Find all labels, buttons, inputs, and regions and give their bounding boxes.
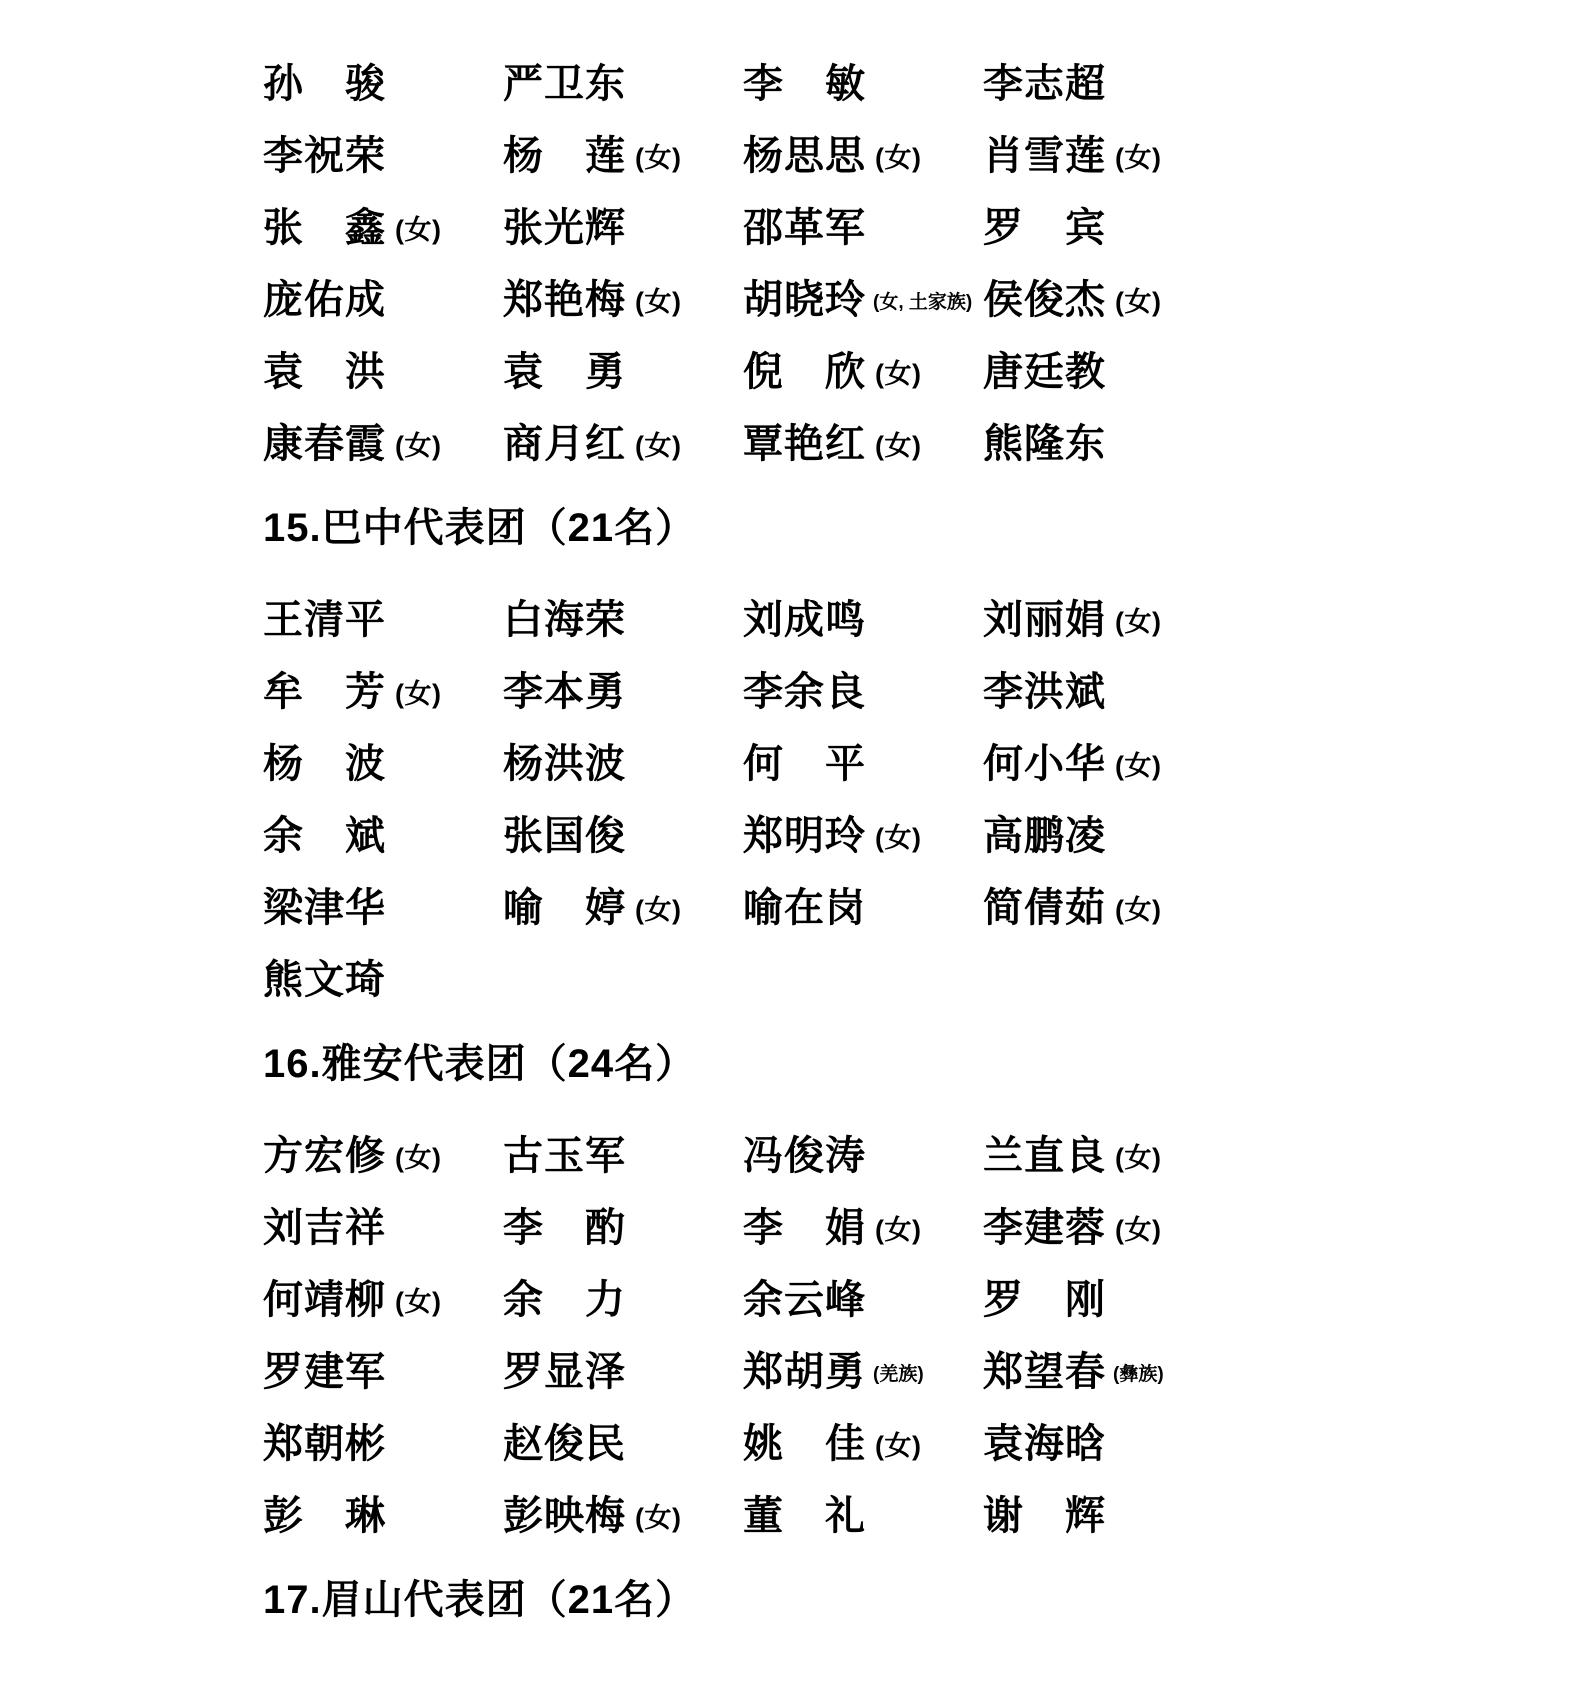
- delegate-name: 姚 佳: [743, 1421, 866, 1466]
- delegate-entry: [503, 196, 743, 253]
- delegate-entry: [983, 804, 1223, 861]
- delegate-name: 罗 宾: [983, 205, 1106, 250]
- delegate-name: 郑艳梅: [503, 277, 626, 322]
- delegate-name: 谢 辉: [983, 1493, 1106, 1538]
- delegate-entry: [983, 124, 1223, 181]
- delegate-name-grid: [263, 580, 1323, 1012]
- gender-note: (女): [1115, 894, 1162, 925]
- delegate-entry: [743, 732, 983, 789]
- delegate-name: 李祝荣: [263, 133, 386, 178]
- delegate-name: 张 鑫: [263, 205, 386, 250]
- delegate-entry: [743, 876, 983, 933]
- delegate-name: 邵革军: [743, 205, 866, 250]
- delegate-name: 庞佑成: [263, 277, 386, 322]
- delegate-entry: [983, 588, 1223, 645]
- delegate-name: 李志超: [983, 61, 1106, 106]
- delegate-entry: [983, 660, 1223, 717]
- delegate-name: 李建蓉: [983, 1205, 1106, 1250]
- delegate-entry: [743, 1340, 983, 1397]
- delegate-entry: [743, 1196, 983, 1253]
- name-row: [263, 1188, 1323, 1260]
- name-row: [263, 1476, 1323, 1548]
- delegate-entry: [263, 52, 503, 109]
- delegate-name: 杨 波: [263, 741, 386, 786]
- delegate-name: 倪 欣: [743, 349, 866, 394]
- name-row: [263, 1404, 1323, 1476]
- name-row: [263, 868, 1323, 940]
- gender-note: (女): [1115, 1142, 1162, 1173]
- delegate-entry: [503, 1124, 743, 1181]
- gender-note: (女): [1115, 286, 1162, 317]
- delegate-name: 冯俊涛: [743, 1133, 866, 1178]
- delegate-name: 胡晓玲: [743, 277, 866, 322]
- delegate-entry: [503, 1340, 743, 1397]
- delegate-entry: [503, 1268, 743, 1325]
- delegate-name: 喻 婷: [503, 885, 626, 930]
- delegate-name: 李 娟: [743, 1205, 866, 1250]
- gender-note: (女): [635, 1502, 682, 1533]
- delegate-entry: [983, 1268, 1223, 1325]
- delegate-name: 李本勇: [503, 669, 626, 714]
- delegate-name: 张国俊: [503, 813, 626, 858]
- gender-note: (女): [1115, 142, 1162, 173]
- delegate-entry: [503, 660, 743, 717]
- delegate-entry: [503, 1196, 743, 1253]
- delegate-entry: [743, 52, 983, 109]
- delegate-entry: [743, 1484, 983, 1541]
- delegate-name: 孙 骏: [263, 61, 386, 106]
- delegate-entry: [263, 124, 503, 181]
- name-row: [263, 796, 1323, 868]
- gender-note: (女): [1115, 606, 1162, 637]
- name-row: [263, 260, 1323, 332]
- delegate-name: 罗显泽: [503, 1349, 626, 1394]
- section-heading: 17.眉山代表团（21名）: [263, 1578, 697, 1622]
- delegate-entry: [503, 588, 743, 645]
- delegate-entry: [743, 340, 983, 397]
- name-row: [263, 940, 1323, 1012]
- delegate-name: 侯俊杰: [983, 277, 1106, 322]
- delegate-name: 何靖柳: [263, 1277, 386, 1322]
- delegate-entry: [263, 1124, 503, 1181]
- delegate-name: 郑望春: [983, 1349, 1106, 1394]
- delegate-name: 刘成鸣: [743, 597, 866, 642]
- name-row: [263, 188, 1323, 260]
- delegate-entry: [983, 1484, 1223, 1541]
- delegate-name: 杨洪波: [503, 741, 626, 786]
- gender-note: (女): [635, 430, 682, 461]
- delegate-name: 简倩茹: [983, 885, 1106, 930]
- delegate-name: 郑朝彬: [263, 1421, 386, 1466]
- delegate-name: 李 酌: [503, 1205, 626, 1250]
- gender-note: (女): [875, 430, 922, 461]
- delegate-name: 罗 刚: [983, 1277, 1106, 1322]
- delegate-name: 余 力: [503, 1277, 626, 1322]
- gender-note: (女): [875, 1214, 922, 1245]
- delegate-name: 康春霞: [263, 421, 386, 466]
- delegate-entry: [263, 1196, 503, 1253]
- delegate-entry: [503, 732, 743, 789]
- delegate-name-grid: [263, 44, 1323, 476]
- gender-note: (女): [1115, 750, 1162, 781]
- delegate-name: 赵俊民: [503, 1421, 626, 1466]
- delegate-name: 熊文琦: [263, 957, 386, 1002]
- gender-note: (女): [635, 142, 682, 173]
- delegate-name: 杨 莲: [503, 133, 626, 178]
- delegate-name: 古玉军: [503, 1133, 626, 1178]
- delegate-name: 李 敏: [743, 61, 866, 106]
- gender-note: (女): [395, 678, 442, 709]
- delegate-name: 郑胡勇: [743, 1349, 866, 1394]
- delegate-entry: [983, 876, 1223, 933]
- delegate-name: 杨思思: [743, 133, 866, 178]
- delegate-name: 王清平: [263, 597, 386, 642]
- delegate-entry: [263, 1340, 503, 1397]
- delegate-entry: [743, 268, 983, 325]
- ethnicity-note: (羌族): [873, 1363, 924, 1385]
- name-row: [263, 1332, 1323, 1404]
- delegate-name: 商月红: [503, 421, 626, 466]
- delegate-name: 严卫东: [503, 61, 626, 106]
- name-row: [263, 44, 1323, 116]
- delegate-name: 李洪斌: [983, 669, 1106, 714]
- delegate-entry: [263, 1412, 503, 1469]
- delegate-entry: [983, 268, 1223, 325]
- gender-note: (女): [635, 286, 682, 317]
- section-heading: 15.巴中代表团（21名）: [263, 506, 697, 550]
- name-row: [263, 332, 1323, 404]
- delegate-entry: [983, 1124, 1223, 1181]
- delegate-entry: [743, 1124, 983, 1181]
- delegate-name: 刘丽娟: [983, 597, 1106, 642]
- delegate-entry: [263, 732, 503, 789]
- delegate-entry: [983, 1412, 1223, 1469]
- name-row: [263, 1260, 1323, 1332]
- name-row: [263, 652, 1323, 724]
- delegate-name: 唐廷教: [983, 349, 1106, 394]
- delegate-entry: [503, 1412, 743, 1469]
- delegate-entry: [503, 876, 743, 933]
- name-row: [263, 1116, 1323, 1188]
- delegate-entry: [263, 876, 503, 933]
- delegate-name: 李余良: [743, 669, 866, 714]
- delegate-entry: [503, 124, 743, 181]
- delegate-name: 兰直良: [983, 1133, 1106, 1178]
- delegate-name: 方宏修: [263, 1133, 386, 1178]
- delegate-entry: [983, 340, 1223, 397]
- delegate-entry: [743, 1268, 983, 1325]
- delegate-name: 牟 芳: [263, 669, 386, 714]
- ethnicity-note: (彝族): [1113, 1363, 1164, 1385]
- gender-note: (女): [1115, 1214, 1162, 1245]
- delegate-entry: [983, 732, 1223, 789]
- delegate-entry: [743, 1412, 983, 1469]
- gender-note: (女): [875, 1430, 922, 1461]
- gender-note: (女): [395, 430, 442, 461]
- delegate-name: 何 平: [743, 741, 866, 786]
- delegate-name: 梁津华: [263, 885, 386, 930]
- delegate-entry: [263, 948, 503, 1005]
- gender-note: (女): [395, 1286, 442, 1317]
- delegate-entry: [503, 804, 743, 861]
- delegate-entry: [743, 124, 983, 181]
- delegate-entry: [983, 412, 1223, 469]
- delegate-name: 肖雪莲: [983, 133, 1106, 178]
- delegate-entry: [743, 412, 983, 469]
- delegate-entry: [263, 268, 503, 325]
- name-row: [263, 404, 1323, 476]
- delegate-name: 余云峰: [743, 1277, 866, 1322]
- delegate-name: 刘吉祥: [263, 1205, 386, 1250]
- name-row: [263, 580, 1323, 652]
- gender-note: (女): [875, 142, 922, 173]
- delegate-name: 罗建军: [263, 1349, 386, 1394]
- gender-note: (女): [875, 822, 922, 853]
- delegate-entry: [263, 412, 503, 469]
- delegate-name: 袁 勇: [503, 349, 626, 394]
- delegate-name: 董 礼: [743, 1493, 866, 1538]
- delegate-name: 张光辉: [503, 205, 626, 250]
- delegate-entry: [983, 196, 1223, 253]
- delegate-entry: [263, 1484, 503, 1541]
- delegate-entry: [263, 196, 503, 253]
- delegate-name: 何小华: [983, 741, 1106, 786]
- gender-note: (女): [395, 1142, 442, 1173]
- delegate-name: 高鹏凌: [983, 813, 1106, 858]
- gender-note: (女): [395, 214, 442, 245]
- gender-ethnicity-note: (女, 土家族): [873, 291, 973, 313]
- delegate-entry: [743, 588, 983, 645]
- section-heading: 16.雅安代表团（24名）: [263, 1042, 697, 1086]
- delegate-entry: [263, 1268, 503, 1325]
- delegate-name-grid: [263, 1116, 1323, 1548]
- delegate-name: 白海荣: [503, 597, 626, 642]
- delegate-entry: [743, 196, 983, 253]
- delegate-entry: [503, 52, 743, 109]
- delegate-entry: [983, 1340, 1223, 1397]
- gender-note: (女): [875, 358, 922, 389]
- name-row: [263, 116, 1323, 188]
- delegate-entry: [263, 340, 503, 397]
- delegate-name: 彭 琳: [263, 1493, 386, 1538]
- delegate-entry: [743, 660, 983, 717]
- delegate-entry: [503, 412, 743, 469]
- delegate-entry: [983, 52, 1223, 109]
- delegate-name: 余 斌: [263, 813, 386, 858]
- delegate-name: 喻在岗: [743, 885, 866, 930]
- delegate-entry: [983, 1196, 1223, 1253]
- delegate-entry: [743, 804, 983, 861]
- delegate-entry: [503, 340, 743, 397]
- delegate-name: 熊隆东: [983, 421, 1106, 466]
- delegate-name: 袁 洪: [263, 349, 386, 394]
- delegate-name: 覃艳红: [743, 421, 866, 466]
- delegate-entry: [503, 268, 743, 325]
- gender-note: (女): [635, 894, 682, 925]
- delegate-entry: [263, 588, 503, 645]
- delegate-name: 彭映梅: [503, 1493, 626, 1538]
- delegate-name: 郑明玲: [743, 813, 866, 858]
- delegate-entry: [503, 1484, 743, 1541]
- name-row: [263, 724, 1323, 796]
- delegate-entry: [263, 804, 503, 861]
- delegate-entry: [263, 660, 503, 717]
- delegate-name: 袁海晗: [983, 1421, 1106, 1466]
